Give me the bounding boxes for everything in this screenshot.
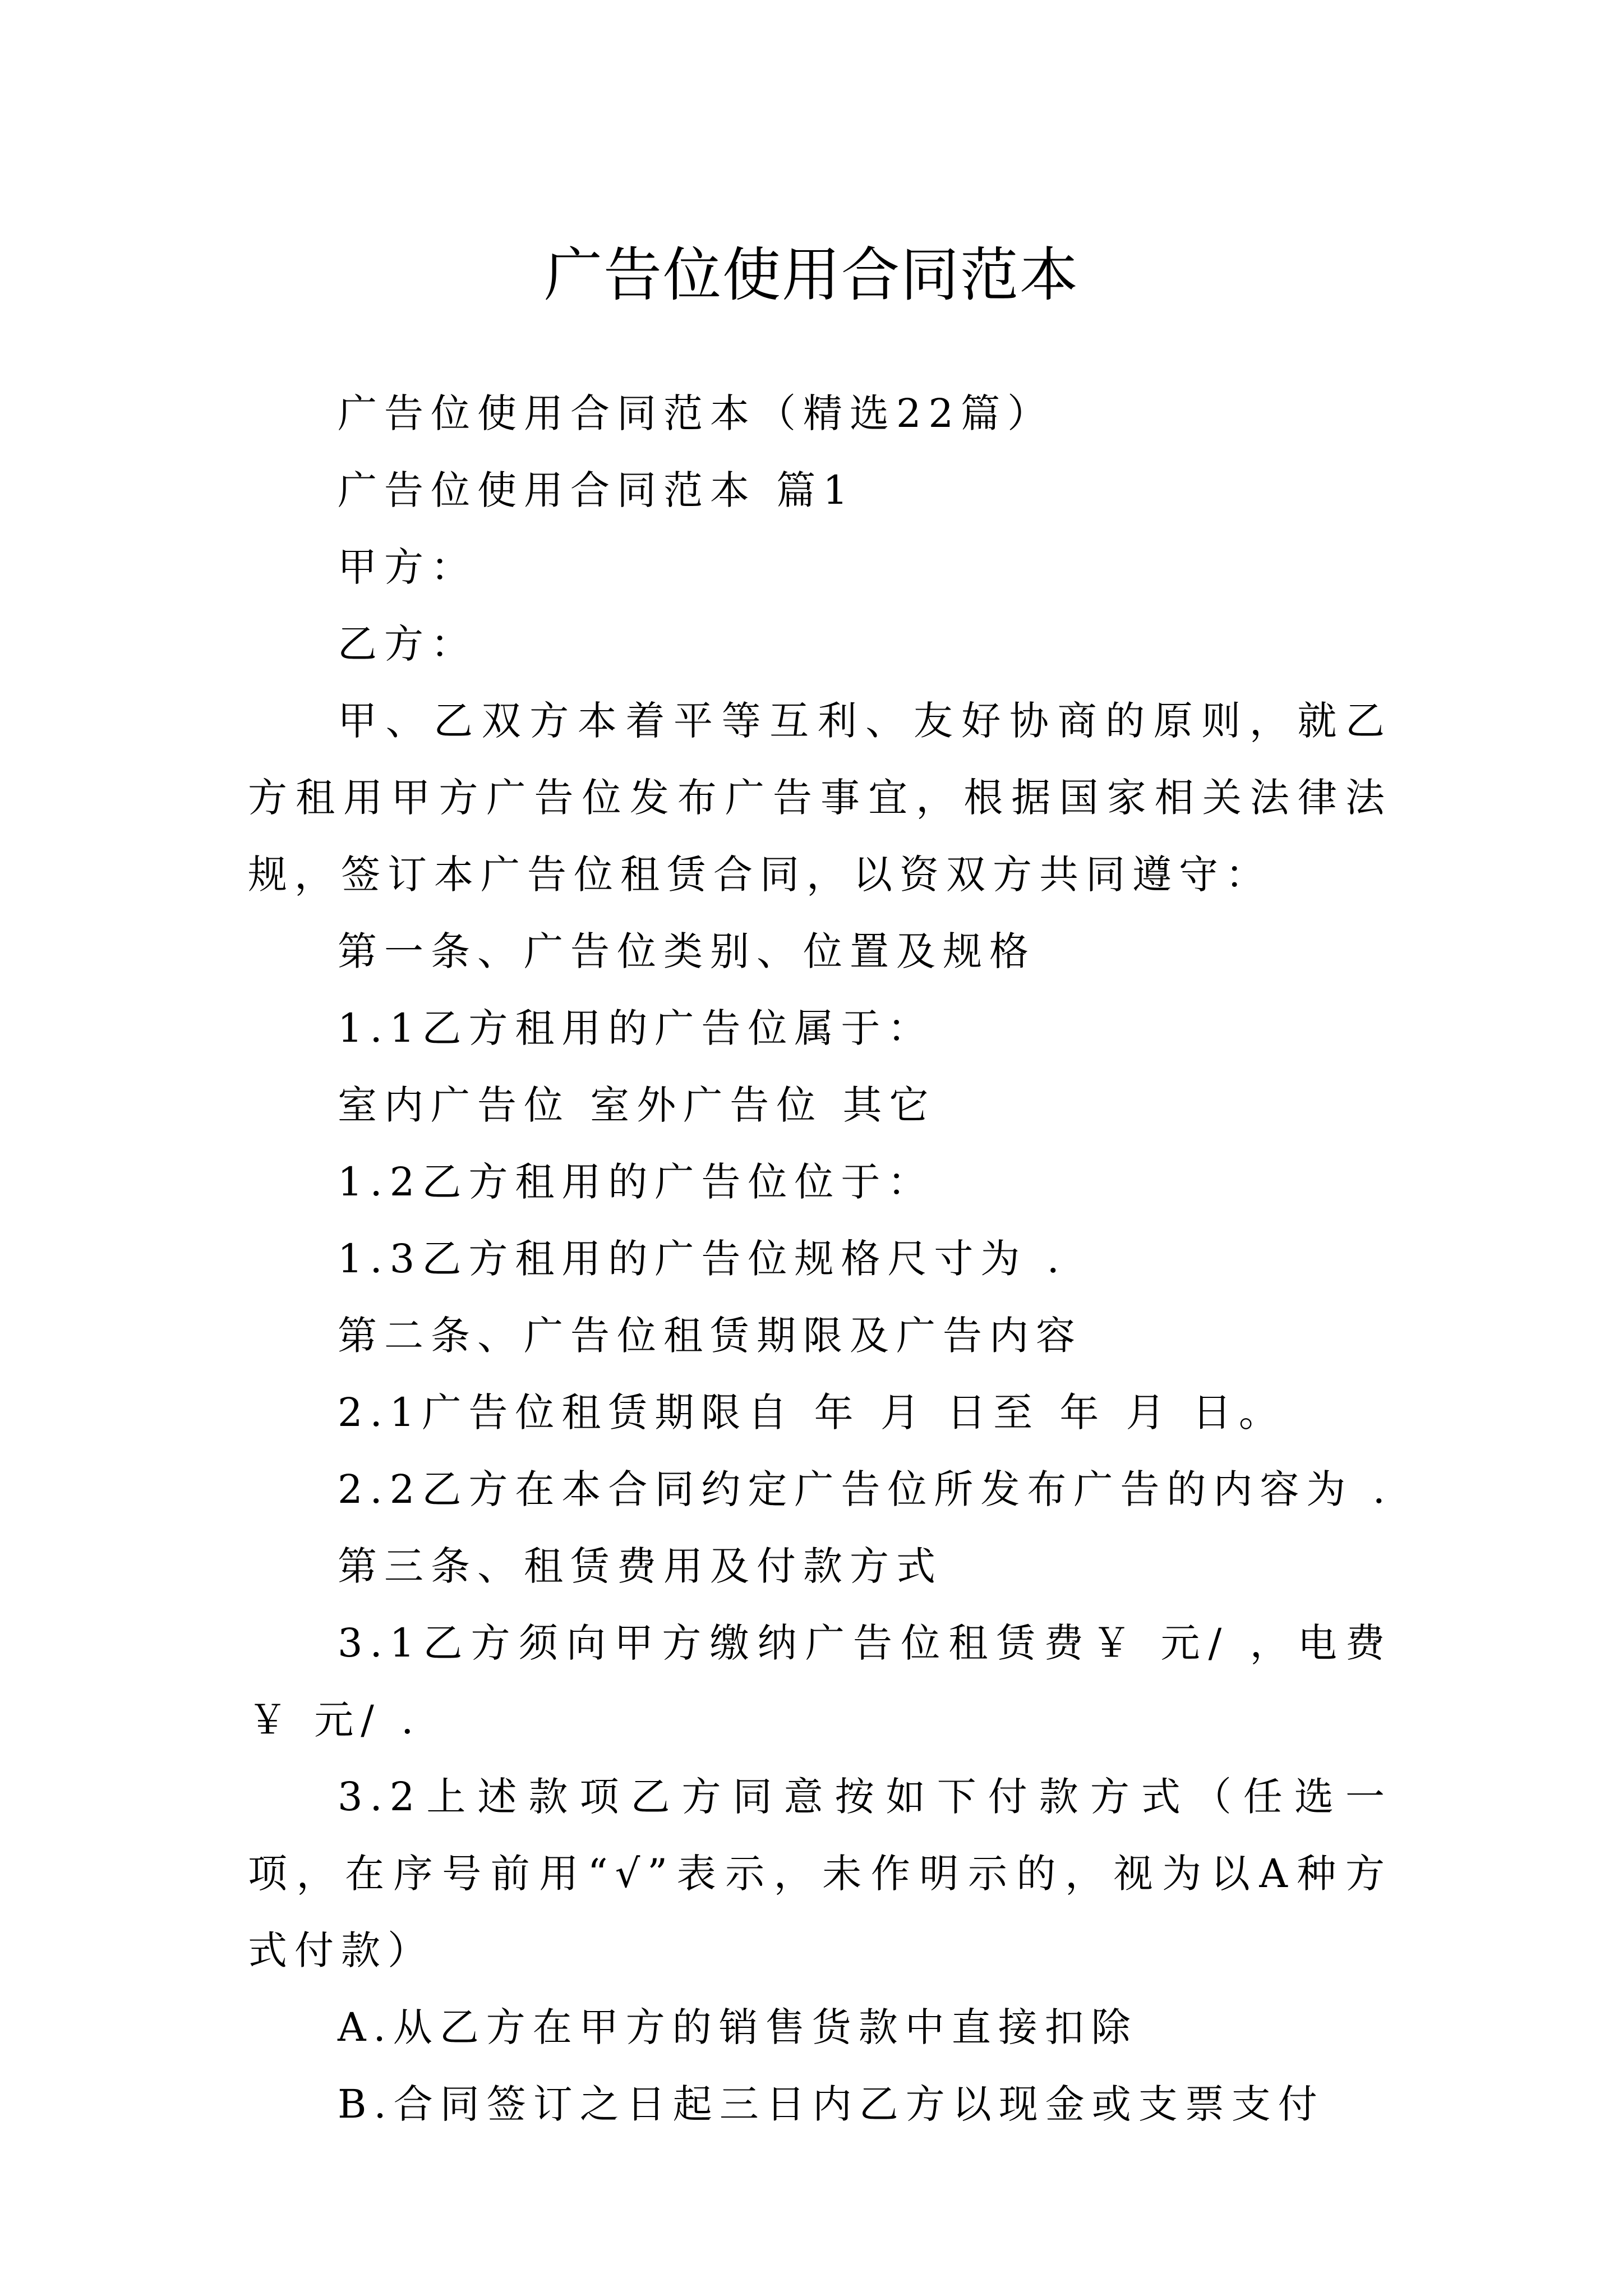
paragraph-clause-3-1: 3.1乙方须向甲方缴纳广告位租赁费￥ 元/ ，电费￥ 元/ .: [248, 1620, 1392, 1743]
document-title: 广告位使用合同范本: [543, 240, 1079, 309]
paragraph-article-1: 第一条、广告位类别、位置及规格: [338, 928, 1036, 974]
paragraph-party-a: 甲方：: [338, 544, 477, 590]
paragraph-clause-3-2: 3.2上述款项乙方同意按如下付款方式（任选一项，在序号前用“√”表示，未作明示的，视为以A种方式付款）: [248, 1774, 1392, 1973]
paragraph-party-b: 乙方：: [338, 621, 477, 667]
paragraph-option-b: B.合同签订之日起三日内乙方以现金或支票支付: [338, 2081, 1325, 2127]
paragraph-clause-2-2: 2.2乙方在本合同约定广告位所发布广告的内容为 .: [338, 1466, 1393, 1512]
document-body: [248, 375, 1392, 2143]
paragraph-article-2: 第二条、广告位租赁期限及广告内容: [338, 1313, 1082, 1359]
paragraph-heading: 广告位使用合同范本（精选22篇）: [338, 390, 1054, 436]
paragraph-clause-2-1: 2.1广告位租赁期限自 年 月 日至 年 月 日。: [338, 1389, 1285, 1435]
paragraph-option-a: A.从乙方在甲方的销售货款中直接扣除: [338, 2004, 1138, 2050]
paragraph-clause-1-1: 1.1乙方租用的广告位属于：: [338, 1005, 934, 1051]
paragraph-clause-1-1-options: 室内广告位 室外广告位 其它: [338, 1082, 936, 1128]
paragraph-preamble: 甲、乙双方本着平等互利、友好协商的原则，就乙方租用甲方广告位发布广告事宜，根据国家相关法律法规，签订本广告位租赁合同，以资双方共同遵守：: [248, 698, 1392, 898]
paragraph-article-3: 第三条、租赁费用及付款方式: [338, 1543, 943, 1589]
paragraph-part-title: 广告位使用合同范本 篇1: [338, 467, 855, 513]
paragraph-clause-1-3: 1.3乙方租用的广告位规格尺寸为 .: [338, 1236, 1067, 1282]
paragraph-clause-1-2: 1.2乙方租用的广告位位于：: [338, 1159, 934, 1205]
